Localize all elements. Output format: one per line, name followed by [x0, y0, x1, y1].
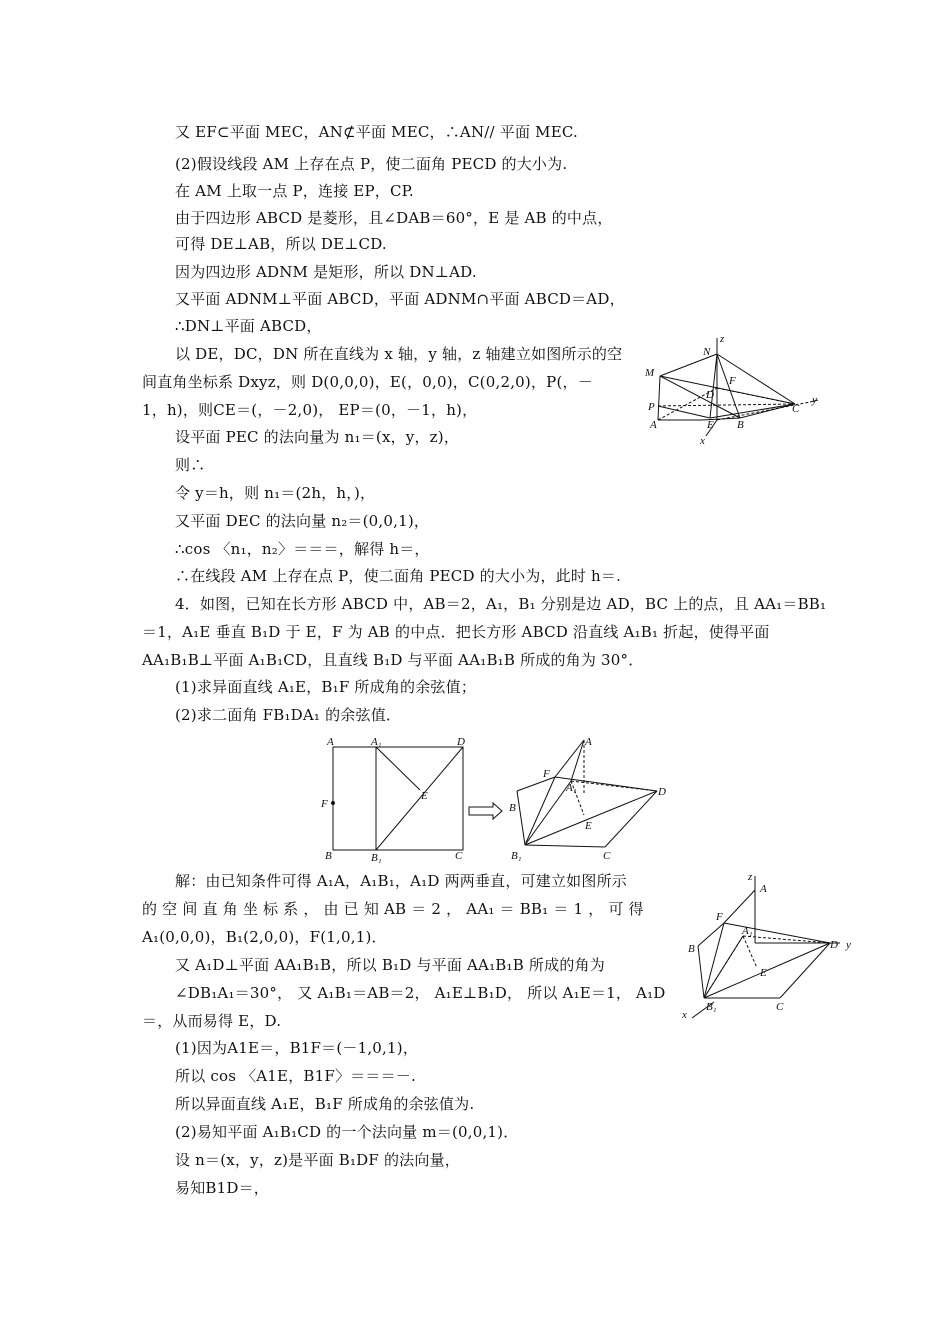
fig3-label-F: F	[716, 911, 723, 923]
fig1-label-z: z	[720, 333, 725, 345]
text-line-21: (1)求异面直线 A₁E，B₁F 所成角的余弦值；	[175, 678, 477, 696]
text-line-31: 所以异面直线 A₁E，B₁F 所成角的余弦值为.	[175, 1095, 475, 1113]
text-line-32: (2)易知平面 A₁B₁CD 的一个法向量 m＝(0,0,1)．	[175, 1123, 519, 1141]
fig2-label-A1: A₁	[371, 736, 382, 748]
fig3-label-E: E	[760, 967, 767, 979]
fig3-label-B: B	[688, 943, 695, 955]
fig2-label-E: E	[421, 790, 428, 802]
fig1-label-B: B	[737, 419, 744, 431]
fig2-label-D: D	[457, 736, 465, 748]
fig1-label-D: D	[706, 389, 714, 401]
text-line-20: AA₁B₁B⊥平面 A₁B₁CD，且直线 B₁D 与平面 AA₁B₁B 所成的角为 30°．	[142, 651, 644, 669]
text-line-12: 设平面 PEC 的法向量为 n₁＝(x，y，z)，	[175, 428, 460, 446]
fig1-label-F: F	[729, 375, 736, 387]
text-line-34: 易知B1D＝，	[175, 1179, 269, 1197]
figure-folded-coordinates	[670, 868, 860, 1020]
text-line-5: 可得 DE⊥AB，所以 DE⊥CD.	[175, 235, 387, 253]
fig1-label-M: M	[645, 367, 655, 379]
text-line-8: ∴DN⊥平面 ABCD，	[175, 317, 322, 335]
fig2-folded-label-D: D	[658, 786, 666, 798]
text-line-14: 令 y＝h，则 n₁＝(2h，h，)，	[175, 484, 376, 502]
fig3-label-A: A	[760, 883, 767, 895]
text-line-18: 4．如图，已知在长方形 ABCD 中，AB＝2，A₁，B₁ 分别是边 AD，BC 上的点，且 AA₁＝BB₁	[175, 595, 827, 613]
fig2-folded-label-F: F	[543, 768, 550, 780]
fig2-label-C: C	[455, 850, 463, 862]
fig3-label-z: z	[748, 871, 753, 883]
fig3-label-y: y	[846, 939, 851, 951]
text-line-28: ＝，从而易得 E，D.	[142, 1012, 282, 1030]
fig2-label-A: A	[327, 736, 334, 748]
fig3-label-D: D	[830, 939, 838, 951]
fig3-label-A1: A₁	[742, 925, 753, 937]
fig1-label-E: E	[707, 419, 714, 431]
text-line-30: 所以 cos 〈A1E，B1F〉＝＝＝－.	[175, 1067, 416, 1085]
fig1-label-N: N	[703, 346, 711, 358]
fig3-label-B1: B₁	[706, 1001, 717, 1013]
text-line-13: 则∴	[175, 456, 206, 474]
fig1-label-P: P	[648, 401, 655, 413]
text-line-1: 又 EF⊂平面 MEC，AN⊄平面 MEC，∴AN// 平面 MEC.	[175, 123, 578, 141]
text-line-7: 又平面 ADNM⊥平面 ABCD，平面 ADNM∩平面 ABCD＝AD，	[175, 290, 625, 308]
text-line-25: A₁(0,0,0)，B₁(2,0,0)，F(1,0,1)．	[142, 928, 387, 946]
text-line-3: 在 AM 上取一点 P，连接 EP，CP.	[175, 182, 414, 200]
fig2-label-B: B	[325, 850, 332, 862]
text-line-4: 由于四边形 ABCD 是菱形，且∠DAB＝60°，E 是 AB 的中点，	[175, 209, 613, 227]
fig2-folded-label-A: A	[585, 736, 592, 748]
text-line-9: 以 DE，DC，DN 所在直线为 x 轴，y 轴，z 轴建立如图所示的空	[175, 345, 623, 363]
text-line-24: 的 空 间 直 角 坐 标 系 ， 由 已 知 AB ＝ 2 ， AA₁ ＝ BB₁ ＝ 1 ， 可 得	[142, 900, 644, 918]
fig2-folded-label-A1: A₁	[566, 782, 577, 794]
fig2-label-B1: B₁	[371, 852, 382, 864]
figure-solid-coordinates	[640, 328, 830, 446]
text-line-6: 因为四边形 ADNM 是矩形，所以 DN⊥AD.	[175, 263, 477, 281]
text-line-29: (1)因为A1E＝，B1F＝(－1,0,1)，	[175, 1039, 419, 1057]
text-line-33: 设 n＝(x，y，z)是平面 B₁DF 的法向量，	[175, 1151, 460, 1169]
text-line-15: 又平面 DEC 的法向量 n₂＝(0,0,1)，	[175, 512, 430, 530]
fig2-folded-label-E: E	[585, 820, 592, 832]
text-line-19: ＝1，A₁E 垂直 B₁D 于 E，F 为 AB 的中点．把长方形 ABCD 沿直线 A₁B₁ 折起，使得平面	[142, 623, 770, 641]
fig1-label-y: y	[812, 394, 817, 406]
text-line-26: 又 A₁D⊥平面 AA₁B₁B，所以 B₁D 与平面 AA₁B₁B 所成的角为	[175, 956, 605, 974]
text-line-17: ∴在线段 AM 上存在点 P，使二面角 PECD 的大小为，此时 h＝.	[175, 567, 622, 585]
fig1-label-A: A	[650, 419, 657, 431]
fig1-label-C: C	[792, 403, 800, 415]
fig2-folded-label-B: B	[509, 802, 516, 814]
fig2-folded-label-C: C	[603, 850, 611, 862]
fig3-label-C: C	[776, 1001, 784, 1013]
text-line-22: (2)求二面角 FB₁DA₁ 的余弦值．	[175, 706, 402, 724]
fig1-label-x: x	[700, 435, 705, 446]
text-line-10: 间直角坐标系 Dxyz，则 D(0,0,0)，E(，0,0)，C(0,2,0)，P(，－	[142, 373, 593, 391]
fig3-label-x: x	[682, 1009, 687, 1020]
fig2-folded-label-B1: B₁	[511, 850, 522, 862]
fig2-label-F: F	[321, 798, 328, 810]
text-line-2: (2)假设线段 AM 上存在点 P，使二面角 PECD 的大小为.	[175, 155, 568, 173]
text-line-23: 解：由已知条件可得 A₁A，A₁B₁，A₁D 两两垂直，可建立如图所示	[175, 872, 627, 890]
fig2-point-F	[331, 801, 335, 805]
figure-fold-rectangle	[315, 735, 695, 865]
text-line-16: ∴cos 〈n₁，n₂〉＝＝＝，解得 h＝，	[175, 540, 430, 558]
text-line-27: ∠DB₁A₁＝30°， 又 A₁B₁＝AB＝2， A₁E⊥B₁D， 所以 A₁E＝1， A₁D	[175, 984, 666, 1002]
text-line-11: 1，h)，则CE＝(，－2,0)， EP＝(0，－1，h)，	[142, 401, 478, 419]
